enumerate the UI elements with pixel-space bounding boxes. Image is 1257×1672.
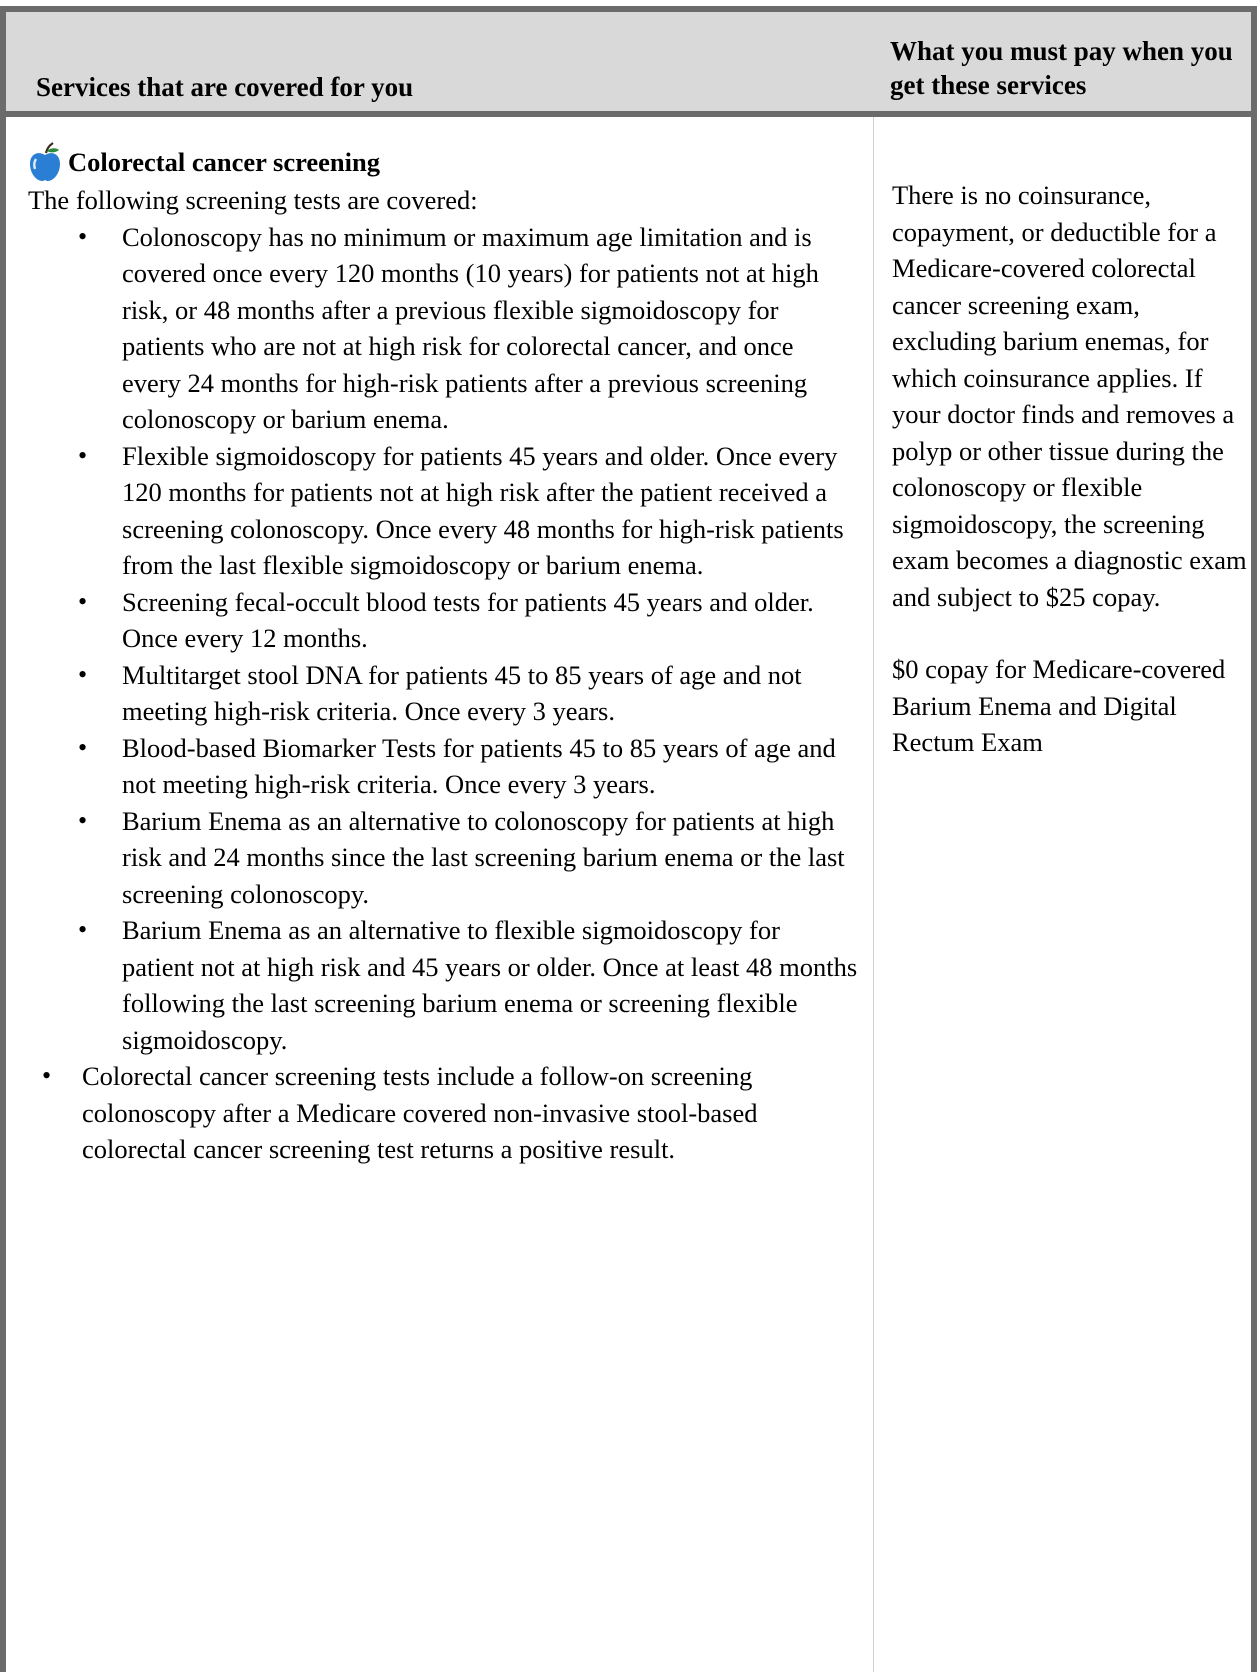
list-item: • Screening fecal-occult blood tests for patients 45 years and older. Once every 12 months. <box>122 584 858 657</box>
benefits-table <box>0 6 1257 1672</box>
list-item: • Flexible sigmoidoscopy for patients 45 years and older. Once every 120 months for patients not at high risk after the patient received a screening colonoscopy. Once every 48 months for high-risk patients from the last flexible sigmoidoscopy or barium enema. <box>122 438 858 584</box>
cost-paragraph: There is no coinsurance, copayment, or deductible for a Medicare-covered colorectal cancer screening exam, excluding barium enemas, for which coinsurance applies. If your doctor finds and removes a polyp or other tissue during the colonoscopy or flexible sigmoidoscopy, the screening exam becomes a diagnostic exam and subject to $25 copay. <box>892 180 1247 612</box>
list-item: • Barium Enema as an alternative to colonoscopy for patients at high risk and 24 months since the last screening barium enema or the last screening colonoscopy. <box>122 803 858 913</box>
follow-on-list <box>28 1058 858 1168</box>
cost-paragraph: $0 copay for Medicare-covered Barium Enema and Digital Rectum Exam <box>892 654 1226 757</box>
list-item: • Blood-based Biomarker Tests for patients 45 to 85 years of age and not meeting high-risk criteria. Once every 3 years. <box>122 730 858 803</box>
column-divider <box>873 117 874 1672</box>
payment-cell <box>892 177 1247 761</box>
payment-column-header: What you must pay when you get these services <box>890 36 1233 100</box>
table-right-border <box>1251 6 1257 1672</box>
section-intro: The following screening tests are covered: <box>28 185 478 215</box>
list-item: • Colonoscopy has no minimum or maximum age limitation and is covered once every 120 months (10 years) for patients not at high risk, or 48 months after a previous flexible sigmoidoscopy for patients who are not at high risk for colorectal cancer, and once every 24 months for high-risk patients after a previous screening colonoscopy or barium enema. <box>122 219 858 438</box>
screening-tests-list <box>28 219 858 1059</box>
section-title <box>28 142 858 182</box>
table-header <box>6 12 1251 111</box>
list-item: • Barium Enema as an alternative to flexible sigmoidoscopy for patient not at high risk and 45 years or older. Once at least 48 months following the last screening barium enema or screening flexible sigmoidoscopy. <box>122 912 858 1058</box>
header-divider <box>6 111 1251 117</box>
apple-icon <box>28 142 62 182</box>
section-title-text: Colorectal cancer screening <box>68 146 381 177</box>
list-item: • Colorectal cancer screening tests include a follow-on screening colonoscopy after a Medicare covered non-invasive stool-based colorectal cancer screening test returns a positive result. <box>82 1058 858 1168</box>
list-item: • Multitarget stool DNA for patients 45 to 85 years of age and not meeting high-risk criteria. Once every 3 years. <box>122 657 858 730</box>
services-column-header: Services that are covered for you <box>36 72 414 102</box>
table-left-border <box>0 6 6 1672</box>
services-cell <box>28 142 858 1168</box>
